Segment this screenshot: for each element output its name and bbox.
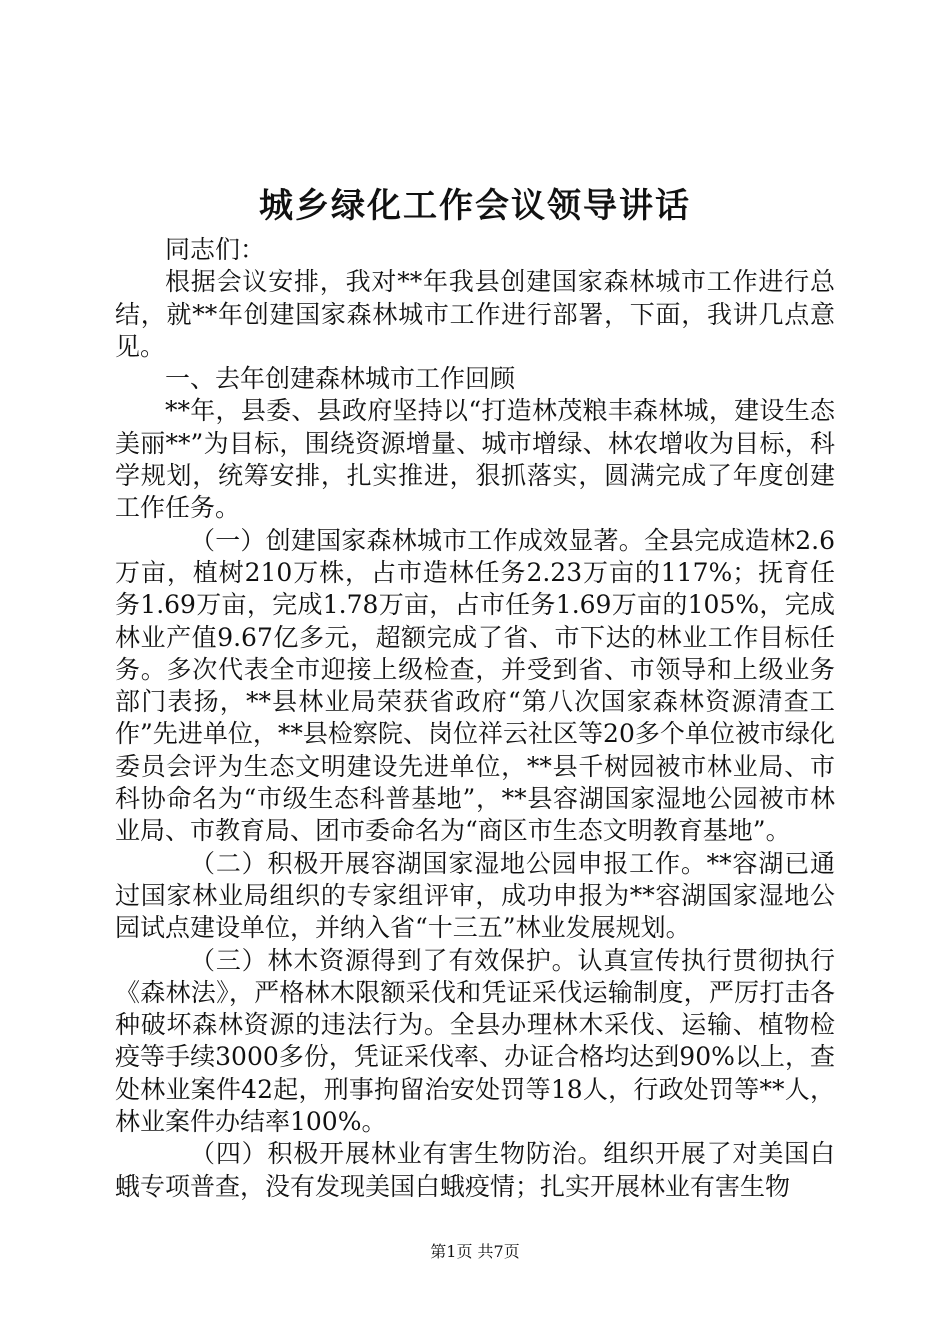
paragraph-intro: 根据会议安排，我对**年我县创建国家森林城市工作进行总结，就**年创建国家森林城市工作进行部署，下面，我讲几点意见。 (115, 267, 835, 361)
paragraph-item-4: （四）积极开展林业有害生物防治。组织开展了对美国白蛾专项普查，没有发现美国白蛾疫情；扎实开展林业有害生物 (115, 1139, 835, 1201)
document-body (115, 234, 835, 1203)
greeting: 同志们： (165, 235, 266, 264)
page-footer: 第1页 共7页 (430, 1242, 520, 1261)
section-heading: 一、去年创建森林城市工作回顾 (165, 364, 516, 394)
document-title: 城乡绿化工作会议领导讲话 (259, 186, 691, 226)
paragraph-item-3: （三）林木资源得到了有效保护。认真宣传执行贯彻执行《森林法》，严格林木限额采伐和凭证采伐运输制度，严厉打击各种破坏森林资源的违法行为。全县办理林木采伐、运输、植物检疫等手续3000多份，凭证采伐率、办证合格均达到90%以上，查处林业案件42起，刑事拘留治安处罚等18人，行政处罚等**人，林业案件办结率100%。 (115, 945, 835, 1137)
paragraph-item-1: （一）创建国家森林城市工作成效显著。全县完成造林2.6万亩，植树210万株，占市造林任务2.23万亩的117%；抚育任务1.69万亩，完成1.78万亩，占市任务1.69万亩的105%，完成林业产值9.67亿多元，超额完成了省、市下达的林业工作目标任务。多次代表全市迎接上级检查，并受到省、市领导和上级业务部门表扬，**县林业局荣获省政府“第八次国家森林资源清查工作”先进单位，**县检察院、岗位祥云社区等20多个单位被市绿化委员会评为生态文明建设先进单位，**县千树园被市林业局、市科协命名为“市级生态科普基地”，**县容湖国家湿地公园被市林业局、市教育局、团市委命名为“商区市生态文明教育基地”。 (115, 525, 835, 846)
paragraph-summary: **年，县委、县政府坚持以“打造林茂粮丰森林城，建设生态美丽**”为目标，围绕资源增量、城市增绿、林农增收为目标，科学规划，统筹安排，扎实推进，狠抓落实，圆满完成了年度创建工作任务。 (115, 396, 835, 523)
paragraph-item-2: （二）积极开展容湖国家湿地公园申报工作。**容湖已通过国家林业局组织的专家组评审，成功申报为**容湖国家湿地公园试点建设单位，并纳入省“十三五”林业发展规划。 (115, 848, 835, 943)
